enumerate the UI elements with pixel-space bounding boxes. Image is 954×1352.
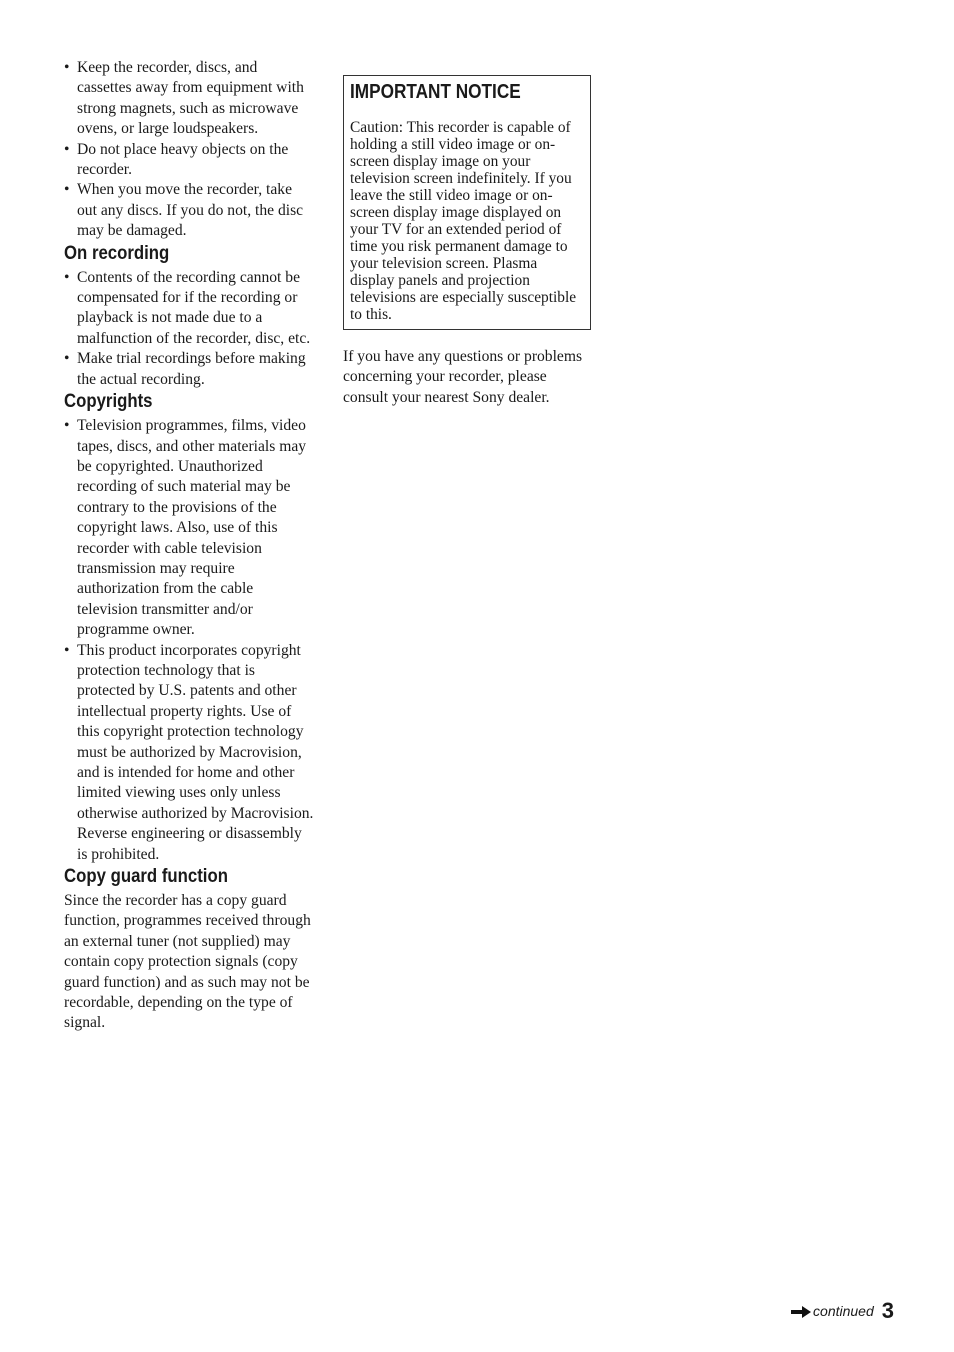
section-heading-copy-guard: Copy guard function <box>64 865 228 888</box>
list-item: • When you move the recorder, take out any discs. If you do not, the disc may be damaged. <box>64 180 314 241</box>
right-arrow-icon <box>791 1305 811 1317</box>
list-item: • Do not place heavy objects on the recorder. <box>64 140 314 181</box>
right-column <box>343 75 591 408</box>
continued-label: continued <box>813 1303 874 1319</box>
intro-bullet-list <box>64 58 314 242</box>
notice-title: IMPORTANT NOTICE <box>350 81 521 103</box>
list-item: • Television programmes, films, video tapes, discs, and other materials may be copyrighted. Unauthorized recording of such material may be contrary to the provisions of the copyright laws. Also, use of this recorder with cable television transmission may require authorization from the cable television transmitter and/or programme owner. <box>64 416 314 640</box>
important-notice-box <box>343 75 591 330</box>
continued-indicator <box>791 1303 874 1319</box>
section-heading-copyrights: Copyrights <box>64 390 153 413</box>
list-item: • This product incorporates copyright protection technology that is protected by U.S. patents and other intellectual property rights. Use of this copyright protection technology must be authorized by Macrovision, and is intended for home and other limited viewing uses only unless otherwise authorized by Macrovision. Reverse engineering or disassembly is prohibited. <box>64 641 314 865</box>
list-item: • Keep the recorder, discs, and cassettes away from equipment with strong magnets, such as microwave ovens, or large loudspeakers. <box>64 58 314 140</box>
copy-guard-paragraph: Since the recorder has a copy guard function, programmes received through an external tuner (not supplied) may contain copy protection signals (copy guard function) and as such may not be recordable, depending on the type of signal. <box>64 892 311 1032</box>
copyrights-bullet-list <box>64 416 314 865</box>
on-recording-bullet-list <box>64 268 314 390</box>
page-number: 3 <box>881 1298 894 1323</box>
left-column <box>64 58 314 1034</box>
list-item: • Make trial recordings before making the actual recording. <box>64 349 314 390</box>
contact-dealer-paragraph: If you have any questions or problems concerning your recorder, please consult your nearest Sony dealer. <box>343 348 583 406</box>
section-heading-on-recording: On recording <box>64 241 170 264</box>
notice-text: Caution: This recorder is capable of holding a still video image or on-screen display image on your television screen indefinitely. If you leave the still video image or on-screen display image displayed on your TV for an extended period of time you risk permanent damage to your television screen. Plasma display panels and projection televisions are especially susceptible to this. <box>350 119 577 323</box>
page-footer <box>791 1298 894 1324</box>
list-item: • Contents of the recording cannot be compensated for if the recording or playback is not made due to a malfunction of the recorder, disc, etc. <box>64 268 314 350</box>
